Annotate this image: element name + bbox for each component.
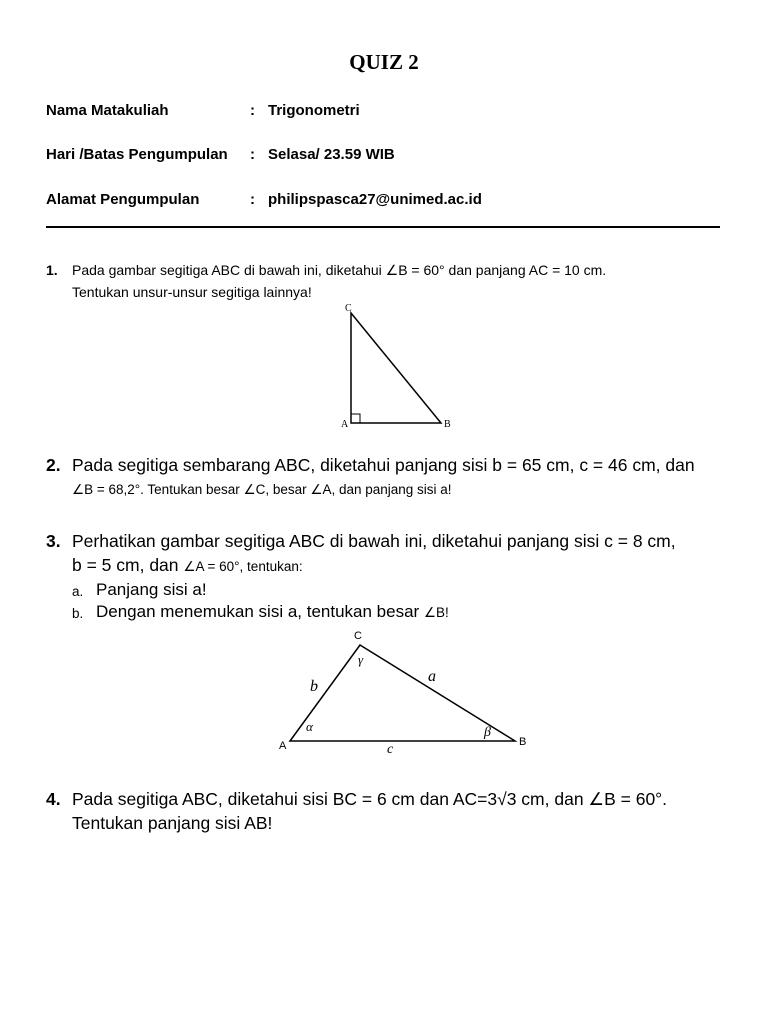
question-text [72, 529, 732, 624]
question-text [72, 453, 732, 503]
question-number: 4. [46, 789, 61, 809]
vertex-label-b: B [444, 419, 451, 430]
question-number: 1. [46, 262, 58, 278]
question-number: 3. [46, 531, 61, 551]
angle-label-alpha: α [306, 719, 313, 734]
question-line-part: ∠A = 60°, tentukan: [183, 559, 303, 574]
info-label: Hari /Batas Pengumpulan [46, 146, 228, 163]
angle-label-beta: β [484, 725, 491, 740]
header-divider [46, 226, 720, 228]
sub-question-text: Panjang sisi a! [96, 580, 207, 599]
sub-question-a [72, 579, 732, 601]
info-colon: : [250, 102, 255, 119]
question-line: Perhatikan gambar segitiga ABC di bawah ini, diketahui panjang sisi c = 8 cm, [72, 531, 676, 551]
question-line-part: b = 5 cm, dan [72, 555, 184, 575]
side-label-b: b [310, 678, 318, 695]
figure-scalene-triangle [270, 625, 540, 755]
question-line [72, 553, 732, 579]
vertex-label-a: A [341, 419, 349, 430]
question-line: Pada segitiga sembarang ABC, diketahui panjang sisi b = 65 cm, c = 46 cm, dan [72, 455, 695, 475]
info-colon: : [250, 191, 255, 208]
sub-question-b [72, 601, 732, 624]
vertex-label-a: A [279, 740, 287, 752]
question-line: Pada segitiga ABC, diketahui sisi BC = 6 cm dan AC=3√3 cm, dan ∠B = 60°. [72, 789, 668, 809]
sub-question-text: Dengan menemukan sisi a, tentukan besar [96, 602, 424, 621]
question-number: 2. [46, 455, 61, 475]
side-label-c: c [387, 742, 394, 757]
question-text [72, 787, 732, 835]
info-value: philipspasca27@unimed.ac.id [268, 191, 482, 208]
info-label: Nama Matakuliah [46, 102, 169, 119]
angle-label-gamma: γ [358, 652, 364, 667]
sub-question-letter: a. [72, 584, 84, 599]
sub-question-list [72, 579, 732, 624]
info-value: Selasa/ 23.59 WIB [268, 146, 395, 163]
side-label-a: a [428, 668, 436, 685]
info-colon: : [250, 146, 255, 163]
question-text [72, 259, 732, 303]
page-title: QUIZ 2 [349, 50, 419, 74]
sub-question-letter: b. [72, 606, 84, 621]
question-line: Tentukan unsur-unsur segitiga lainnya! [72, 284, 312, 300]
info-label: Alamat Pengumpulan [46, 191, 200, 208]
sub-question-tail: ∠B! [423, 605, 449, 620]
question-line: Tentukan panjang sisi AB! [72, 813, 273, 833]
info-value: Trigonometri [268, 102, 360, 119]
vertex-label-c: C [345, 303, 352, 314]
right-angle-mark [351, 414, 360, 423]
vertex-label-c: C [354, 630, 362, 642]
figure-right-triangle [338, 300, 458, 435]
question-line: ∠B = 68,2°. Tentukan besar ∠C, besar ∠A, dan panjang sisi a! [72, 482, 452, 497]
vertex-label-b: B [519, 736, 527, 748]
question-line: Pada gambar segitiga ABC di bawah ini, diketahui ∠B = 60° dan panjang AC = 10 cm. [72, 262, 607, 278]
triangle-shape [351, 313, 441, 423]
triangle-shape [290, 645, 515, 741]
